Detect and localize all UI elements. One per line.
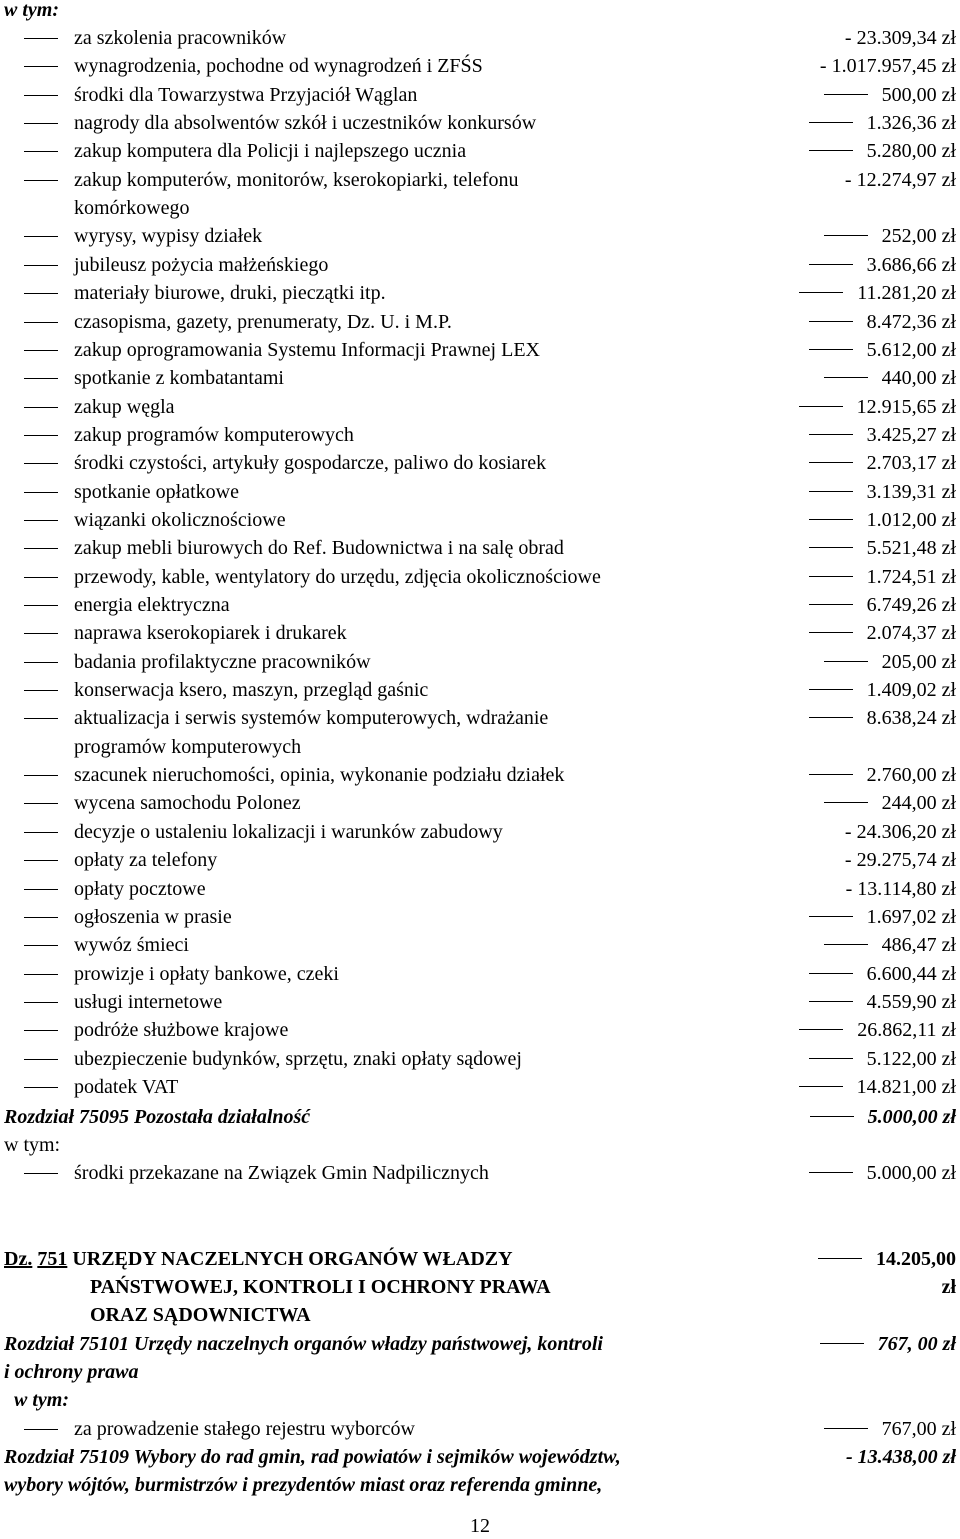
dash-marker [24, 463, 58, 464]
item-description: czasopisma, gazety, prenumeraty, Dz. U. i M.P. [74, 311, 452, 333]
item-amount: 1.697,02 zł [809, 903, 956, 931]
item-description: energia elektryczna [74, 594, 230, 616]
rozdzial-75095-amount: 5.000,00 zł [810, 1103, 956, 1131]
item-amount: 14.821,00 zł [799, 1073, 956, 1101]
item-amount: 2.074,37 zł [809, 619, 956, 647]
item-description: zakup oprogramowania Systemu Informacji Prawnej LEX [74, 339, 540, 361]
item-amount: 252,00 zł [824, 222, 956, 250]
dash-marker [24, 1002, 58, 1003]
list-item [0, 1415, 960, 1443]
item-description: środki dla Towarzystwa Przyjaciół Wąglan [74, 84, 418, 106]
item-description: środki przekazane na Związek Gmin Nadpilicznych [74, 1162, 489, 1184]
item-description: ogłoszenia w prasie [74, 906, 232, 928]
item-amount: 205,00 zł [824, 648, 956, 676]
list-item [0, 251, 960, 279]
list-item [0, 81, 960, 109]
item-amount: 1.724,51 zł [809, 563, 956, 591]
item-amount: 2.703,17 zł [809, 449, 956, 477]
item-description: zakup komputerów, monitorów, kserokopiarki, telefonu [74, 169, 519, 191]
item-amount: 12.915,65 zł [799, 393, 956, 421]
list-item [0, 478, 960, 506]
item-amount: 2.760,00 zł [809, 761, 956, 789]
list-item [0, 676, 960, 704]
dash-marker [24, 66, 58, 67]
dash-marker [24, 718, 58, 719]
item-amount: 5.612,00 zł [809, 336, 956, 364]
list-item [0, 24, 960, 52]
item-description: decyzje o ustaleniu lokalizacji i warunków zabudowy [74, 821, 503, 843]
rozdzial-75109-amount: - 13.438,00 zł [846, 1446, 956, 1468]
list-item [0, 52, 960, 80]
item-description: wycena samochodu Polonez [74, 792, 301, 814]
item-description: wywóz śmieci [74, 934, 189, 956]
list-item [0, 506, 960, 534]
item-amount: 500,00 zł [824, 81, 956, 109]
item-description: ubezpieczenie budynków, sprzętu, znaki opłaty sądowej [74, 1048, 522, 1070]
dzial-751-amount: 14.205,00 [818, 1245, 956, 1273]
dash-marker [24, 633, 58, 634]
list-item [0, 648, 960, 676]
item-description: wyrysy, wypisy działek [74, 225, 263, 247]
dash-marker [24, 803, 58, 804]
item-description: podatek VAT [74, 1076, 179, 1098]
item-description: opłaty pocztowe [74, 878, 206, 900]
item-description: zakup mebli biurowych do Ref. Budownictwa i na salę obrad [74, 537, 564, 559]
list-item [0, 818, 960, 846]
w-tym-label: w tym: [4, 1134, 61, 1156]
dash-marker [24, 180, 58, 181]
list-item [0, 449, 960, 477]
dash-marker [24, 265, 58, 266]
item-description: podróże służbowe krajowe [74, 1019, 289, 1041]
list-item [0, 336, 960, 364]
rozdzial-75101-amount: 767, 00 zł [820, 1330, 956, 1358]
rozdzial-75109-title: Rozdział 75109 Wybory do rad gmin, rad powiatów i sejmików województw, [4, 1446, 621, 1468]
item-amount: 5.122,00 zł [809, 1045, 956, 1073]
rozdzial-75095-title: Rozdział 75095 Pozostała działalność [4, 1106, 311, 1128]
dzial-751-heading-line2 [0, 1273, 960, 1301]
dash-marker [24, 1173, 58, 1174]
dash-marker [24, 1030, 58, 1031]
item-description: spotkanie opłatkowe [74, 481, 239, 503]
list-item [0, 1073, 960, 1101]
item-amount: 3.686,66 zł [809, 251, 956, 279]
dash-marker [24, 293, 58, 294]
w-tym-label: w tym: [4, 0, 59, 21]
item-amount: 244,00 zł [824, 789, 956, 817]
list-item [0, 279, 960, 307]
item-description: opłaty za telefony [74, 849, 218, 871]
item-amount: 767,00 zł [824, 1415, 956, 1443]
dash-marker [24, 520, 58, 521]
list-item [0, 761, 960, 789]
item-description: szacunek nieruchomości, opinia, wykonanie podziału działek [74, 764, 565, 786]
item-description: nagrody dla absolwentów szkół i uczestników konkursów [74, 112, 537, 134]
dash-marker [24, 662, 58, 663]
list-item [0, 308, 960, 336]
rozdzial-75101-w-tym [0, 1386, 960, 1414]
list-item [0, 1159, 960, 1187]
dash-marker [24, 95, 58, 96]
item-amount: 3.139,31 zł [809, 478, 956, 506]
dash-marker [24, 974, 58, 975]
item-amount: 5.000,00 zł [809, 1159, 956, 1187]
list-item-continuation [0, 194, 960, 222]
item-amount: 8.638,24 zł [809, 704, 956, 732]
list-item [0, 364, 960, 392]
dash-marker [24, 151, 58, 152]
item-amount: 3.425,27 zł [809, 421, 956, 449]
dash-marker [24, 407, 58, 408]
item-amount: 1.326,36 zł [809, 109, 956, 137]
dash-marker [24, 832, 58, 833]
list-item [0, 1045, 960, 1073]
item-description: spotkanie z kombatantami [74, 367, 284, 389]
list-item [0, 1016, 960, 1044]
item-amount: 6.749,26 zł [809, 591, 956, 619]
item-amount: - 12.274,97 zł [844, 169, 956, 191]
dash-marker [24, 889, 58, 890]
dash-marker [24, 945, 58, 946]
item-amount: 5.521,48 zł [809, 534, 956, 562]
item-amount: 6.600,44 zł [809, 960, 956, 988]
dash-marker [24, 38, 58, 39]
list-item [0, 137, 960, 165]
item-description: za szkolenia pracowników [74, 27, 287, 49]
item-description: zakup węgla [74, 396, 175, 418]
list-item [0, 931, 960, 959]
item-description: materiały biurowe, druki, pieczątki itp. [74, 282, 386, 304]
item-amount: 1.012,00 zł [809, 506, 956, 534]
item-amount: 486,47 zł [824, 931, 956, 959]
list-item [0, 563, 960, 591]
item-description: aktualizacja i serwis systemów komputerowych, wdrażanie [74, 707, 549, 729]
dash-marker [24, 1087, 58, 1088]
item-description: naprawa kserokopiarek i drukarek [74, 622, 347, 644]
dzial-751-prefix: Dz. 751 URZĘDY NACZELNYCH ORGANÓW WŁADZY [4, 1248, 513, 1270]
item-description: środki czystości, artykuły gospodarcze, paliwo do kosiarek [74, 452, 547, 474]
dash-marker [24, 435, 58, 436]
dash-marker [24, 322, 58, 323]
item-amount: - 13.114,80 zł [845, 878, 956, 900]
list-item [0, 903, 960, 931]
dzial-751-heading [0, 1245, 960, 1273]
list-item [0, 222, 960, 250]
item-description: usługi internetowe [74, 991, 223, 1013]
dash-marker [24, 577, 58, 578]
rozdzial-75095-w-tym [0, 1131, 960, 1159]
item-description: zakup programów komputerowych [74, 424, 354, 446]
dash-marker [24, 605, 58, 606]
item-description: jubileusz pożycia małżeńskiego [74, 254, 329, 276]
list-item [0, 166, 960, 194]
w-tym-label: w tym: [14, 1389, 69, 1411]
section-intro [0, 0, 960, 24]
list-item [0, 619, 960, 647]
rozdzial-75101-heading-line2 [0, 1358, 960, 1386]
rozdzial-75101-title-line2: i ochrony prawa [4, 1361, 139, 1383]
dzial-751-title-line2: PAŃSTWOWEJ, KONTROLI I OCHRONY PRAWA [90, 1276, 551, 1298]
list-item [0, 591, 960, 619]
item-description-line2: programów komputerowych [74, 736, 302, 758]
list-item [0, 789, 960, 817]
item-amount: 11.281,20 zł [799, 279, 956, 307]
list-item [0, 109, 960, 137]
item-description: przewody, kable, wentylatory do urzędu, zdjęcia okolicznościowe [74, 566, 601, 588]
item-amount: 5.280,00 zł [809, 137, 956, 165]
dash-marker [24, 236, 58, 237]
item-description: za prowadzenie stałego rejestru wyborców [74, 1418, 415, 1440]
item-description: wynagrodzenia, pochodne od wynagrodzeń i ZFŚS [74, 55, 483, 77]
list-item [0, 534, 960, 562]
dzial-751-title-line3: ORAZ SĄDOWNICTWA [90, 1304, 311, 1326]
item-amount: 26.862,11 zł [799, 1016, 956, 1044]
list-item [0, 421, 960, 449]
list-item [0, 846, 960, 874]
list-item [0, 988, 960, 1016]
dash-marker [24, 860, 58, 861]
dzial-751-heading-line3 [0, 1301, 960, 1329]
list-item-continuation [0, 733, 960, 761]
rozdzial-75095-heading [0, 1103, 960, 1131]
list-item [0, 393, 960, 421]
rozdzial-75101-heading [0, 1330, 960, 1358]
item-description-line2: komórkowego [74, 197, 190, 219]
rozdzial-75101-title: Rozdział 75101 Urzędy naczelnych organów władzy państwowej, kontroli [4, 1333, 603, 1355]
dash-marker [24, 378, 58, 379]
item-amount: 440,00 zł [824, 364, 956, 392]
item-amount: - 23.309,34 zł [844, 27, 956, 49]
item-amount: - 24.306,20 zł [844, 821, 956, 843]
item-amount: - 29.275,74 zł [844, 849, 956, 871]
item-description: konserwacja ksero, maszyn, przegląd gaśnic [74, 679, 429, 701]
dzial-751-currency: zł [941, 1276, 956, 1298]
item-description: zakup komputera dla Policji i najlepszego ucznia [74, 140, 467, 162]
item-description: badania profilaktyczne pracowników [74, 651, 371, 673]
rozdzial-75109-heading [0, 1443, 960, 1471]
rozdzial-75109-title-line2: wybory wójtów, burmistrzów i prezydentów miast oraz referenda gminne, [4, 1474, 603, 1496]
list-item [0, 704, 960, 732]
dash-marker [24, 775, 58, 776]
dash-marker [24, 548, 58, 549]
item-description: prowizje i opłaty bankowe, czeki [74, 963, 339, 985]
page-number: 12 [470, 1515, 490, 1537]
dash-marker [24, 350, 58, 351]
item-description: wiązanki okolicznościowe [74, 509, 286, 531]
item-amount: - 1.017.957,45 zł [819, 55, 956, 77]
item-amount: 8.472,36 zł [809, 308, 956, 336]
dash-marker [24, 917, 58, 918]
list-item [0, 960, 960, 988]
dash-marker [24, 1059, 58, 1060]
item-amount: 4.559,90 zł [809, 988, 956, 1016]
dash-marker [24, 690, 58, 691]
list-item [0, 875, 960, 903]
item-amount: 1.409,02 zł [809, 676, 956, 704]
rozdzial-75109-heading-line2 [0, 1471, 960, 1499]
dash-marker [24, 123, 58, 124]
dash-marker [24, 492, 58, 493]
dash-marker [24, 1429, 58, 1430]
